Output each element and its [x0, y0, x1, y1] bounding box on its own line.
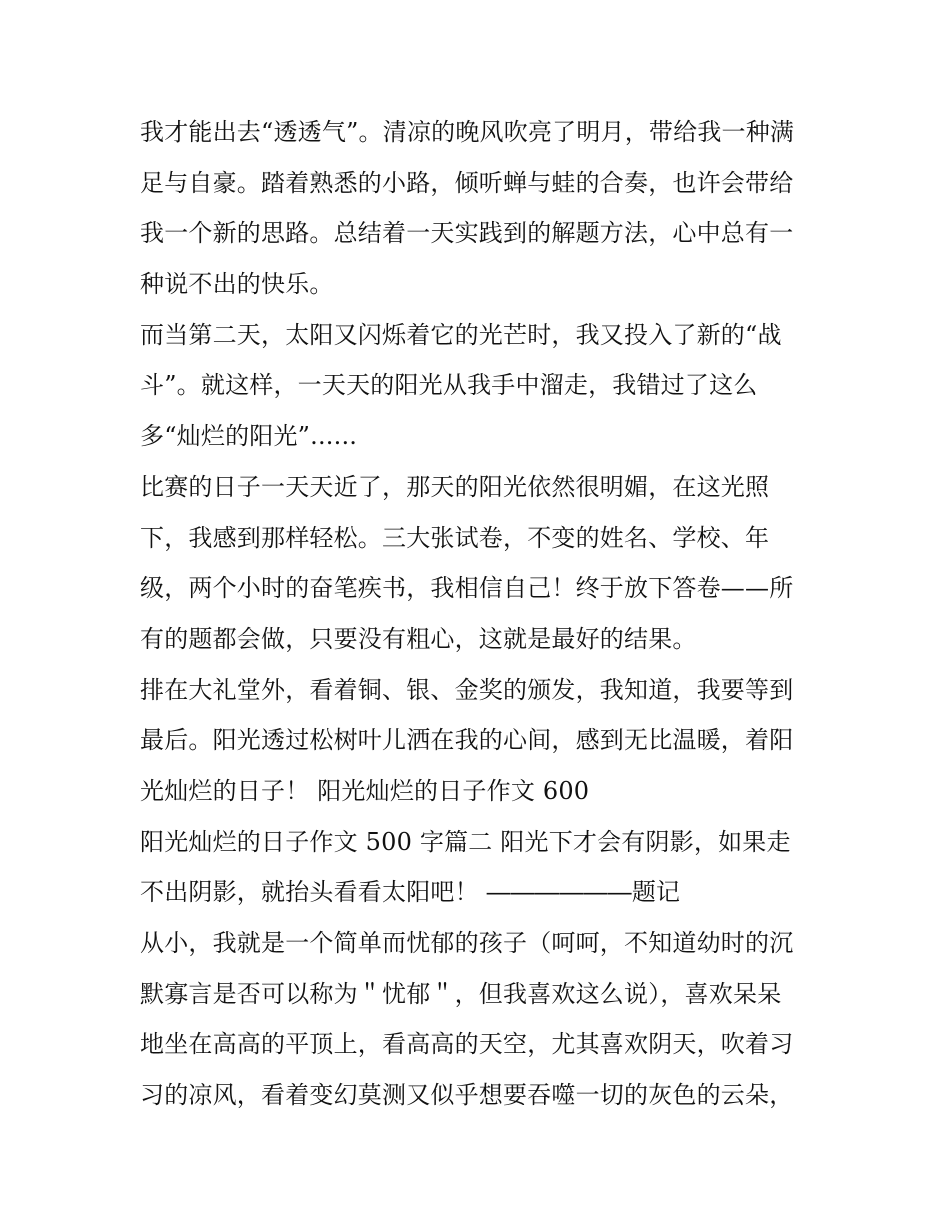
- text-line: 多“灿烂的阳光”......: [140, 422, 358, 451]
- text-line: 种说不出的快乐。: [140, 270, 334, 299]
- text-line: 比赛的日子一天天近了，那天的阳光依然很明媚，在这光照: [140, 472, 770, 501]
- text-line: 习的凉风，看着变幻莫测又似乎想要吞噬一切的灰色的云朵，: [140, 1081, 794, 1110]
- text-line: 斗”。就这样，一天天的阳光从我手中溜走，我错过了这么: [140, 371, 758, 400]
- text-line: 默寡言是否可以称为＂忧郁＂，但我喜欢这么说），喜欢呆呆: [140, 979, 782, 1008]
- text-line: 我才能出去“透透气”。清凉的晚风吹亮了明月，带给我一种满: [140, 118, 795, 146]
- text-line: 足与自豪。踏着熟悉的小路，倾听蝉与蛙的合奏，也许会带给: [140, 168, 794, 197]
- text-line: 而当第二天，太阳又闪烁着它的光芒时，我又投入了新的“战: [140, 320, 782, 349]
- text-line: 地坐在高高的平顶上，看高高的天空，尤其喜欢阴天，吹着习: [140, 1030, 794, 1059]
- text-line: 排在大礼堂外，看着铜、银、金奖的颁发，我知道，我要等到: [140, 675, 794, 704]
- text-line: 最后。阳光透过松树叶儿洒在我的心间，感到无比温暖，着阳: [140, 726, 794, 755]
- text-line: 阳光灿烂的日子作文 500 字篇二 阳光下才会有阴影，如果走: [140, 827, 791, 856]
- text-line: 光灿烂的日子！ 阳光灿烂的日子作文 600: [140, 776, 590, 805]
- text-line: 不出阴影，就抬头看看太阳吧！ ――――――题记: [140, 878, 681, 907]
- body-text: [140, 107, 820, 1121]
- text-line: 我一个新的思路。总结着一天实践到的解题方法，心中总有一: [140, 219, 794, 248]
- text-line: 从小，我就是一个简单而忧郁的孩子（呵呵，不知道幼时的沉: [140, 929, 794, 957]
- text-line: 下，我感到那样轻松。三大张试卷，不变的姓名、学校、年: [140, 523, 770, 552]
- text-line: 有的题都会做，只要没有粗心，这就是最好的结果。: [140, 624, 697, 653]
- text-line: 级，两个小时的奋笔疾书，我相信自己！终于放下答卷——所: [140, 574, 794, 603]
